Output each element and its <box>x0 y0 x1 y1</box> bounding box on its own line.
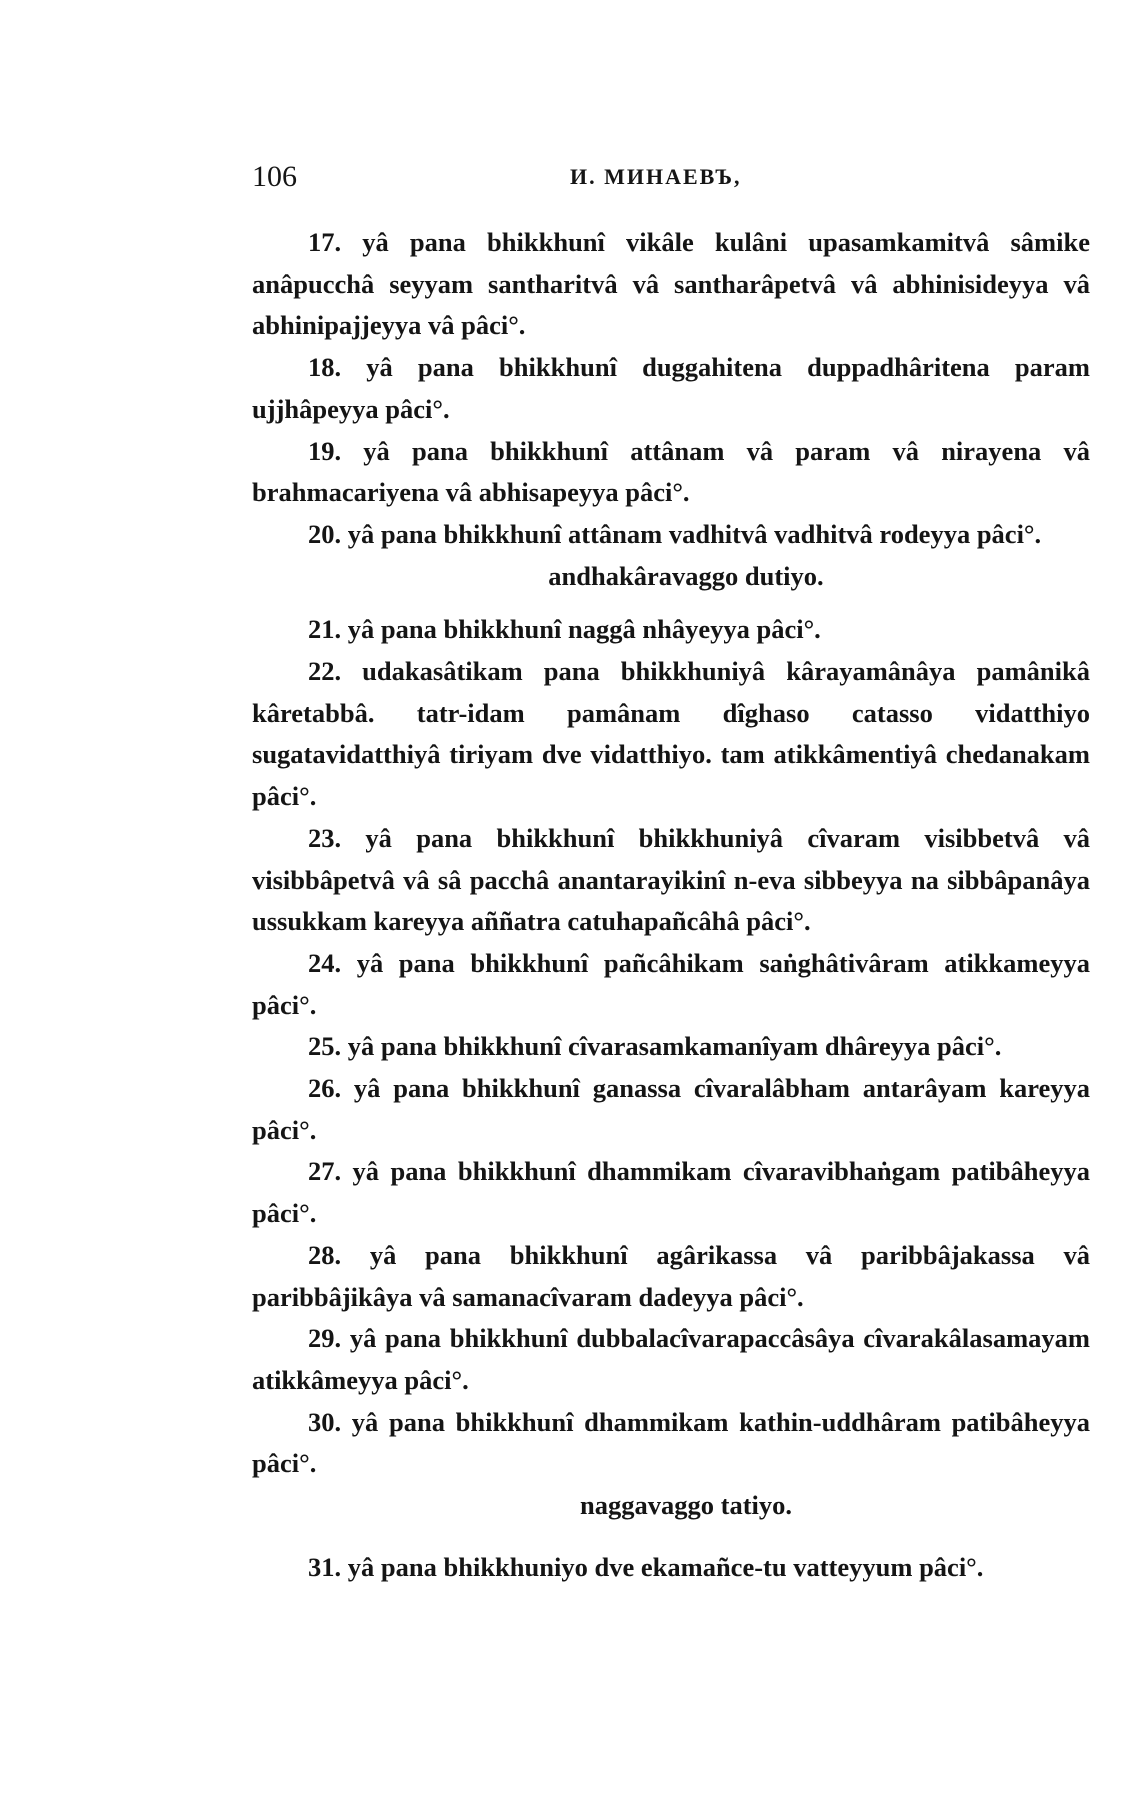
rule-20: 20. yâ pana bhikkhunî attânam vadhitvâ vadhitvâ rodeyya pâci°. <box>308 518 1042 549</box>
rule-21: 21. yâ pana bhikkhunî naggâ nhâyeyya pâci°. <box>308 614 821 645</box>
rule-29: 29. yâ pana bhikkhunî dubbalacîvarapaccâsâya cîvarakâlasamayam atikkâmeyya pâci°. <box>252 1323 1090 1395</box>
rule-31: 31. yâ pana bhikkhuniyo dve ekamañce-tu vatteyyum pâci°. <box>308 1551 984 1582</box>
rule-28: 28. yâ pana bhikkhunî agârikassa vâ paribbâjakassa vâ paribbâjikâya vâ samanacîvaram dadeyya pâci°. <box>252 1239 1090 1312</box>
rule-30: 30. yâ pana bhikkhunî dhammikam kathin-uddhâram patibâheyya pâci°. <box>252 1406 1090 1479</box>
page-number: 106 <box>252 160 297 193</box>
rule-17: 17. yâ pana bhikkhunî vikâle kulâni upasamkamitvâ sâmike anâpucchâ seyyam santharitvâ vâ santharâpetvâ vâ abhinisideyya vâ abhinipajjeyya vâ pâci°. <box>252 227 1090 341</box>
body-text <box>252 222 1090 1589</box>
rule-23: 23. yâ pana bhikkhunî bhikkhuniyâ cîvaram visibbetvâ vâ visibbâpetvâ vâ sâ pacchâ anantarayikinî n-eva sibbeyya na sibbâpanâya ussukkam kareyya aññatra catuhapañcâhâ pâci°. <box>252 822 1090 937</box>
running-head: И. МИНАЕВЪ, <box>570 164 742 189</box>
rule-27: 27. yâ pana bhikkhunî dhammikam cîvaravibhaṅgam patibâheyya pâci°. <box>252 1156 1090 1229</box>
rule-26: 26. yâ pana bhikkhunî ganassa cîvaralâbham antarâyam kareyya pâci°. <box>252 1073 1090 1145</box>
rule-18: 18. yâ pana bhikkhunî duggahitena duppadhâritena param ujjhâpeyya pâci°. <box>252 352 1090 424</box>
rule-22: 22. udakasâtikam pana bhikkhuniyâ kârayamânâya pamânikâ kâretabbâ. tatr-idam pamânam dîghaso catasso vidatthiyo sugatavidatthiyâ tiriyam dve vidatthiyo. tam atikkâmentiyâ chedanakam pâci°. <box>252 656 1090 812</box>
rule-24: 24. yâ pana bhikkhunî pañcâhikam saṅghâtivâram atikkameyya pâci°. <box>252 947 1090 1020</box>
rule-19: 19. yâ pana bhikkhunî attânam vâ param vâ nirayena vâ brahmacariyena vâ abhisapeyya pâci°. <box>252 435 1090 508</box>
page-header <box>252 160 842 200</box>
section-heading-dutiyo: andhakâravaggo dutiyo. <box>548 560 824 591</box>
rule-25: 25. yâ pana bhikkhunî cîvarasamkamanîyam dhâreyya pâci°. <box>308 1031 1002 1062</box>
section-heading-tatiyo: naggavaggo tatiyo. <box>580 1490 792 1521</box>
